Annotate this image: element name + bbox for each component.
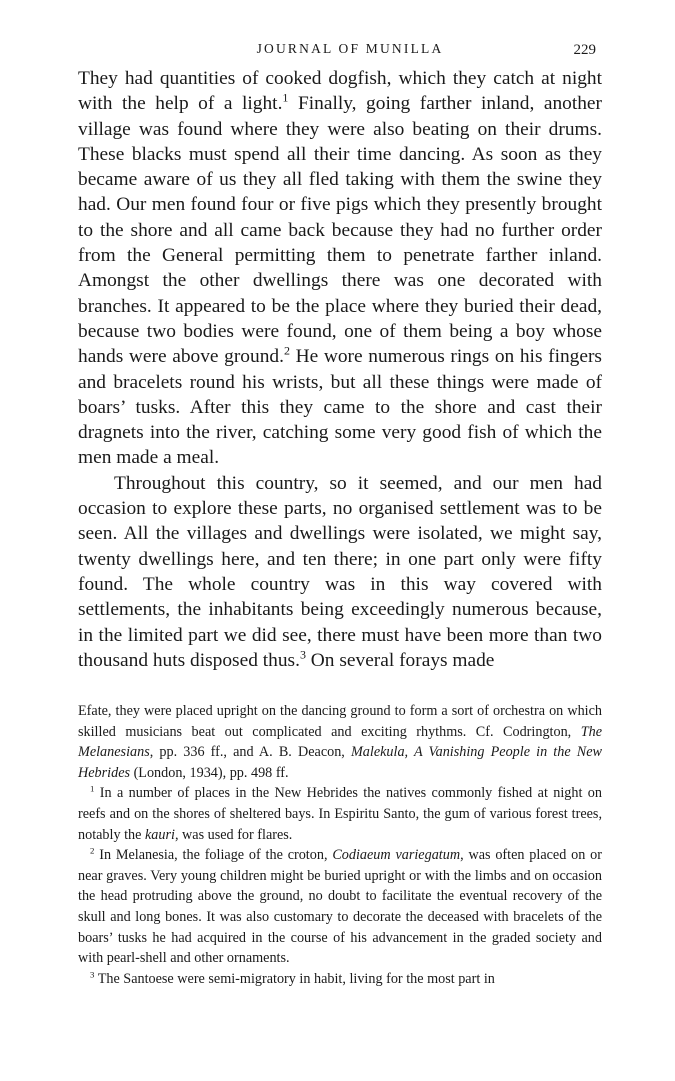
footnote-marker: 2 — [90, 845, 95, 856]
text-run: (London, 1934), pp. 498 ff. — [130, 764, 289, 781]
footnote-ref: 1 — [282, 90, 289, 105]
text-run: Efate, they were placed upright on the dancing ground to form a sort of orchestra on which skilled musicians beat out complicated and exciting rhythms. Cf. Codrington, — [78, 703, 602, 740]
footnote-ref: 2 — [283, 343, 290, 358]
footnote — [78, 969, 602, 990]
text-run: He wore numerous rings on his fingers and bracelets round his wrists, but all these things were made of boars’ tusks. After this they came to the shore and cast their dragnets into the river, catching some very good fish of which the men made a meal. — [78, 346, 602, 469]
text-run: In a number of places in the New Hebrides the natives commonly fished at night on reefs and on the shores of sheltered bays. In Espiritu Santo, the gum of various forest trees, notably the — [78, 785, 602, 843]
text-run: Throughout this country, so it seemed, and our men had occasion to explore these parts, no organised settlement was to be seen. All the villages and dwellings were isolated, we might say, twenty dwellings here, and ten there; in one part only were fifty found. The whole country was in this way covered with settlements, the inhabitants being exceedingly numerous because, in the limited part we did see, there must have been more than two thousand huts disposed thus. — [78, 472, 602, 671]
text-run: , was used for flares. — [174, 826, 293, 843]
book-title: Malekula, A Vanishing People in the New Hebrides — [78, 744, 602, 781]
book-title: The Melanesians — [78, 723, 602, 761]
text-run: The Santoese were semi-migratory in habit, living for the most part in — [94, 970, 495, 987]
page-number: 229 — [573, 42, 596, 58]
footnote — [78, 845, 602, 969]
text-run: Finally, going farther inland, another village was found where they were also beating on their drums. These blacks must spend all their time dancing. As soon as they became aware of us they all fled taking with them the swine they had. Our men found four or five pigs which they presently brought to the shore and all came back because they had no further order from the General permitting them to penetrate farther inland. Amongst the other dwellings there was one decorated with branches. It appeared to be the place where they buried their dead, because two bodies were found, one of them being a boy whose hands were above ground. — [78, 93, 602, 368]
footnote-continuation — [78, 701, 602, 783]
footnote-ref: 3 — [299, 647, 306, 662]
italic-term: kauri — [144, 826, 175, 843]
italic-term: Codiaeum variegatum — [332, 847, 461, 864]
text-run: , was often placed on or near graves. Very young children might be buried upright or with the limbs and on occasion the head protruding above the ground, no doubt to facilitate the eventual recovery of the skull and long bones. It was also customary to decorate the deceased with bracelets of the boars’ tusks he had acquired in the course of his advancement in the graded society and with pearl-shell and other ornaments. — [78, 847, 602, 967]
footnote-marker: 3 — [90, 968, 95, 979]
footnotes — [78, 701, 602, 989]
text-run: They had quantities of cooked dogfish, which they catch at night with the help of a light. — [78, 68, 602, 115]
paragraph — [78, 471, 602, 673]
running-title: JOURNAL OF MUNILLA — [256, 41, 444, 56]
footnote-marker: 1 — [90, 783, 95, 794]
running-head — [90, 38, 610, 60]
text-run: On several forays made — [305, 649, 495, 671]
text-run: In Melanesia, the foliage of the croton, — [94, 847, 333, 864]
text-run: , pp. 336 ff., and A. B. Deacon, — [149, 744, 351, 761]
main-text — [78, 66, 602, 673]
footnote — [78, 783, 602, 845]
paragraph — [78, 66, 602, 471]
